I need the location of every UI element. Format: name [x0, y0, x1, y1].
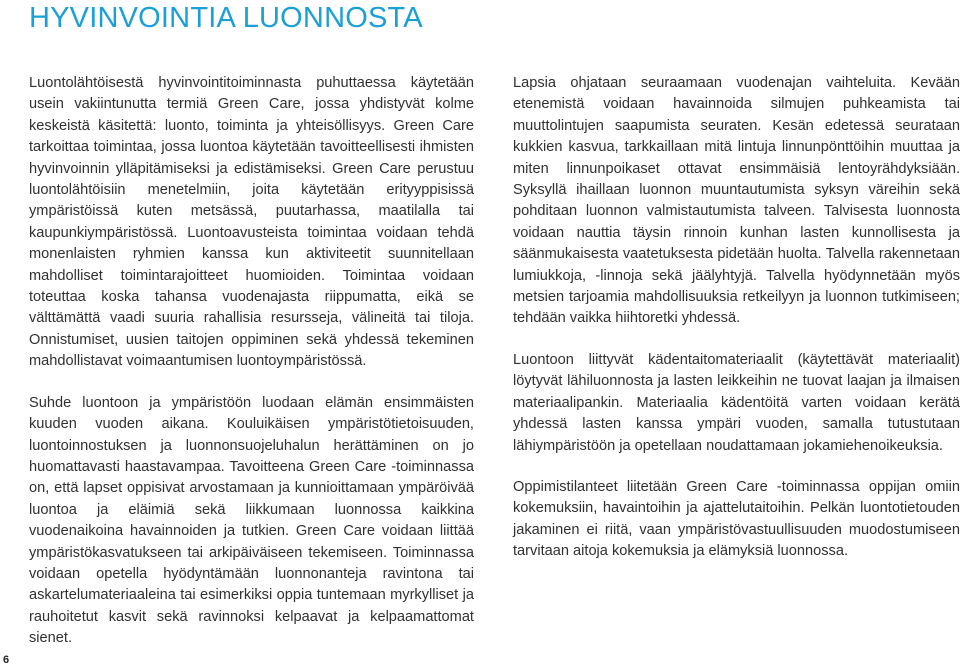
- page-number: 6: [3, 654, 10, 666]
- right-paragraph-3: Oppimistilanteet liitetään Green Care -toiminnassa oppijan omiin kokemuksiin, havaintoihin ja ajattelutaitoihin. Pelkän luontotietouden jakaminen ei riitä, vaan ympäristövastuullisuuden muodostumiseen tarvitaan aitoja kokemuksia ja elämyksiä luonnossa.: [513, 478, 960, 560]
- left-paragraph-2: Suhde luontoon ja ympäristöön luodaan elämän ensimmäisten kuuden vuoden aikana. Kouluikäisen ympäristötietoisuuden, luontoinnostuksen ja luonnonsuojeluhalun herättäminen on jo huomattavasti haastavampaa. Tavoitteena Green Care -toiminnassa on, että lapset oppisivat arvostamaan ja kunnioittamaan ympäröivää luontoa ja eläimiä sekä liikkumaan luonnossa kaikkina vuodenaikoina havainnoiden ja tutkien. Green Care voidaan liittää ympäristökasvatukseen tai arkipäiväiseen tekemiseen. Toiminnassa voidaan opetella hyödyntämään luonnonanteja ravintona tai askartelumateriaaleina tai esimerkiksi oppia tuntemaan myrkylliset ja rauhoitetut kasvit sekä ravinnoksi kelpaavat ja kelpaamattomat sienet.: [29, 394, 474, 647]
- right-paragraph-1: Lapsia ohjataan seuraamaan vuodenajan vaihteluita. Kevään etenemistä voidaan havainnoida silmujen puhkeamista tai muuttolintujen saapumista seuraten. Kesän edetessä seurataan kukkien kasvua, tarkkaillaan mitä lintuja linnunpönttöihin muuttaa ja miten linnunpoikaset ottavat ensimmäisiä lentoyrähdyksiään. Syksyllä ihaillaan luonnon muuntautumista syksyn väreihin sekä pohditaan luonnon valmistautumista talveen. Talvisesta luonnosta voidaan nauttia täysin rinnoin kunhan lasten kunnollisesta ja säänmukaisesta vaatetuksesta pidetään huolta. Talvella rakennetaan lumiukkoja, -linnoja sekä jäälyhtyjä. Talvella hyödynnetään myös metsien tarjoamia mahdollisuuksia retkeilyyn ja luonnon tutkimiseen; tehdään vaikka hiihtoretki yhdessä.: [513, 75, 960, 327]
- left-paragraph-1: Luontolähtöisestä hyvinvointitoiminnasta puhuttaessa käytetään usein vakiintunutta termiä Green Care, jossa yhdistyvät kolme keskeistä käsitettä: luonto, toiminta ja yhteisöllisyys. Green Care tarkoittaa toimintaa, jossa luontoa käytetään tavoitteellisesti ihmisten hyvinvoinnin ylläpitämiseksi ja edistämiseksi. Green Care perustuu luontolähtöisiin menetelmiin, joita käytetään erityyppisissä ympäristöissä kuten metsässä, puutarhassa, maatilalla tai kaupunkiympäristössä. Luontoavusteista toimintaa voidaan tehdä monenlaisten ryhmien kanssa kun aktiviteetit suunnitellaan mahdolliset toimintarajoitteet huomioiden. Toimintaa voidaan toteuttaa koska tahansa vuodenajasta riippumatta, eikä se välttämättä vaadi suuria rahallisia resursseja, välineitä tai tiloja. Onnistumiset, uusien taitojen oppiminen sekä yhdessä tekeminen mahdollistavat voimaantumisen luontoympäristössä.: [29, 75, 474, 370]
- right-paragraph-2: Luontoon liittyvät kädentaitomateriaalit (käytettävät materiaalit) löytyvät lähiluonnosta ja lasten leikkeihin ne tuovat laajan ja ilmaisen materiaalipankin. Materiaalia kädentöitä varten voidaan kerätä yhdessä lasten kanssa ympäri vuoden, samalla tutustutaan lähiympäristöön ja opetellaan noudattamaan jokamiehenoikeuksia.: [513, 351, 960, 454]
- page-title: HYVINVOINTIA LUONNOSTA: [29, 2, 423, 34]
- right-column: [513, 73, 960, 563]
- left-column: [29, 73, 474, 650]
